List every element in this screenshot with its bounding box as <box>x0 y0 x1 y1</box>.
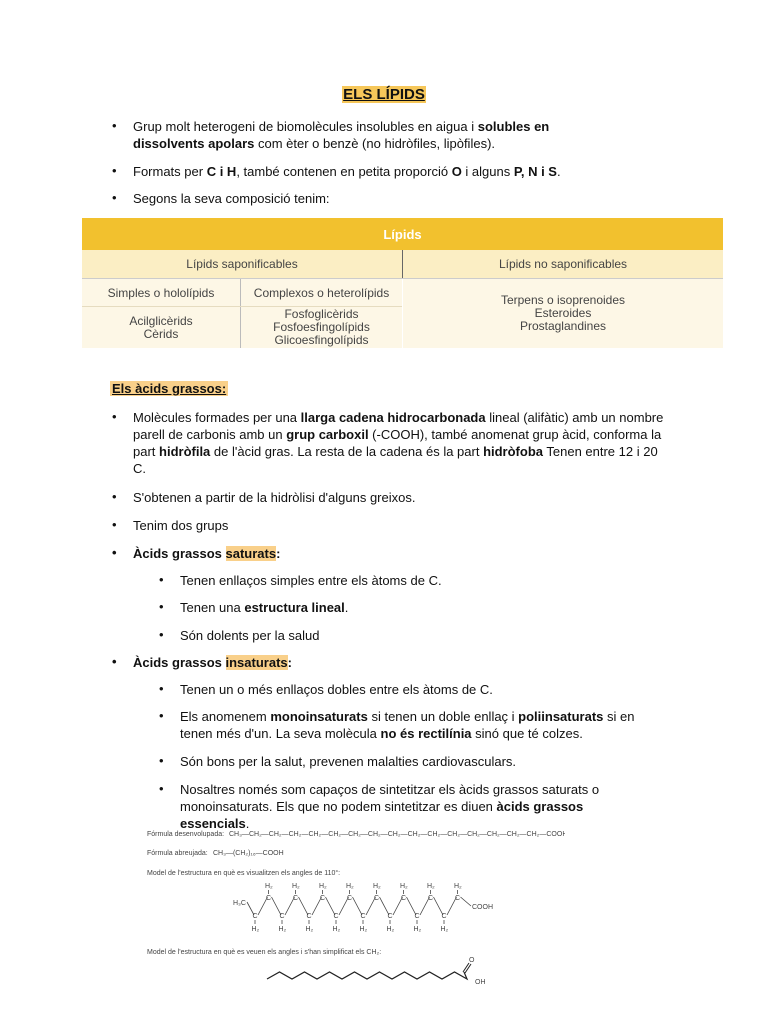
bullet-dot: • <box>159 572 164 587</box>
fatty-acid-structure-figure <box>145 826 565 991</box>
carbon-atom: C <box>347 895 353 902</box>
sub-simples: Simples o hololípids <box>82 279 240 306</box>
page-title: ELS LÍPIDS <box>343 86 425 103</box>
fa-unsaturated-heading: Àcids grassos insaturats: <box>133 655 292 670</box>
methyl-label: H₃C <box>233 900 246 907</box>
fa-saturated-heading: Àcids grassos saturats: <box>133 546 281 561</box>
carbon-atom: C <box>360 913 366 920</box>
insat-item-1: Tenen un o més enllaços dobles entre els àtoms de C. <box>180 682 493 697</box>
bullet-dot: • <box>159 753 164 768</box>
insat-item-2: Els anomenem monoinsaturats si tenen un doble enllaç i poliinsaturats si en tenen més d'un. La seva molècula no és rectilínia sinó que té colzes. <box>180 709 635 741</box>
carbon-atom: C <box>293 895 299 902</box>
hydrogen-label: H₂ <box>278 926 287 933</box>
hydrogen-label: H₂ <box>373 883 381 890</box>
hydrogen-label: H₂ <box>359 926 368 933</box>
bullet-dot: • <box>112 654 117 669</box>
carbon-atom: C <box>266 895 272 902</box>
intro-bullet-3: Segons la seva composició tenim: <box>133 191 330 206</box>
sat-item-3: Són dolents per la salud <box>180 628 320 643</box>
zigzag-structure <box>233 883 493 933</box>
hydrogen-label: H₂ <box>319 883 327 890</box>
divider <box>240 279 241 348</box>
fa-bullet-2: S'obtenen a partir de la hidròlisi d'alguns greixos. <box>133 490 416 505</box>
carbon-atom: C <box>441 913 447 920</box>
bullet-dot: • <box>112 517 117 532</box>
col-no-saponificables: Lípids no saponificables <box>403 250 723 278</box>
bullet-dot: • <box>112 118 117 133</box>
bullet-dot: • <box>112 163 117 178</box>
bullet-dot: • <box>112 489 117 504</box>
sat-item-1: Tenen enllaços simples entre els àtoms de C. <box>180 573 442 588</box>
hydrogen-label: H₂ <box>427 883 435 890</box>
hydrogen-label: H₂ <box>265 883 273 890</box>
section-title: Els àcids grassos: <box>112 381 227 396</box>
table-header: Lípids <box>82 218 723 250</box>
formula-label-2: Fórmula abreujada: <box>147 850 208 857</box>
lipid-classification-table <box>82 218 723 348</box>
bullet-dot: • <box>159 599 164 614</box>
formula-2: CH₃—(CH₂)₁₆—COOH <box>213 850 284 857</box>
bullet-dot: • <box>112 190 117 205</box>
bullet-dot: • <box>159 781 164 796</box>
carbon-atom: C <box>414 913 420 920</box>
bullet-dot: • <box>159 627 164 642</box>
hydrogen-label: H₂ <box>386 926 395 933</box>
carbon-atom: C <box>279 913 285 920</box>
carbon-atom: C <box>374 895 380 902</box>
carboxyl-label: COOH <box>472 904 493 911</box>
sub-complexos: Complexos o heterolípids <box>241 279 402 306</box>
hydrogen-label: H₂ <box>413 926 422 933</box>
carbon-atom: C <box>320 895 326 902</box>
complex-items: Fosfoglicèrids Fosfoesfingolípids Glicoesfingolípids <box>241 307 402 348</box>
fa-bullet-1: Molècules formades per una llarga cadena hidrocarbonada lineal (alifàtic) amb un nombre parell de carbonis amb un grup carboxil (-COOH), també anomenat grup àcid, conforma la part hidròfila de l'àcid gras. La resta de la cadena és la part hidròfoba Tenen entre 12 i 20 C. <box>133 410 664 476</box>
carbon-atom: C <box>333 913 339 920</box>
bond <box>461 897 472 906</box>
hydrogen-label: H₂ <box>292 883 300 890</box>
model-label-2: Model de l'estructura en què es veuen els angles i s'han simplificat els CH₂: <box>147 949 382 956</box>
intro-bullet-2: Formats per C i H, també contenen en petita proporció O i alguns P, N i S. <box>133 164 561 179</box>
model-label-1: Model de l'estructura en què es visualitzen els angles de 110°: <box>147 870 341 877</box>
carbon-atom: C <box>252 913 258 920</box>
col-saponificables: Lípids saponificables <box>82 250 402 278</box>
divider <box>82 306 402 307</box>
fa-bullet-3: Tenim dos grups <box>133 518 229 533</box>
hydrogen-label: H₂ <box>332 926 341 933</box>
carbon-atom: C <box>428 895 434 902</box>
sat-item-2: Tenen una estructura lineal. <box>180 600 349 615</box>
formula-label-1: Fórmula desenvolupada: <box>147 831 225 838</box>
hydrogen-label: H₂ <box>400 883 408 890</box>
insat-item-4: Nosaltres només som capaços de sintetitzar els àcids grassos saturats o monoinsaturats. Els que no podem sintetitzar es diuen àcids grassos essencials. <box>180 782 600 831</box>
carbon-atom: C <box>401 895 407 902</box>
hydrogen-label: H₂ <box>251 926 260 933</box>
divider <box>402 250 403 278</box>
bullet-dot: • <box>112 409 117 424</box>
carbon-atom: C <box>306 913 312 920</box>
hydrogen-label: H₂ <box>440 926 449 933</box>
bullet-dot: • <box>159 708 164 723</box>
hydroxyl-label: OH <box>475 979 486 986</box>
bullet-dot: • <box>112 545 117 560</box>
hydrogen-label: H₂ <box>305 926 314 933</box>
hydrogen-label: H₂ <box>454 883 462 890</box>
intro-bullet-1: Grup molt heterogeni de biomolècules insolubles en aigua i solubles en dissolvents apolars com èter o benzè (no hidròfiles, lipòfiles). <box>133 119 550 151</box>
carbon-atom: C <box>455 895 461 902</box>
nonsap-items: Terpens o isoprenoides Esteroides Prostaglandines <box>403 279 723 348</box>
skeletal-chain <box>267 972 467 979</box>
bullet-dot: • <box>159 681 164 696</box>
hydrogen-label: H₂ <box>346 883 354 890</box>
insat-item-3: Són bons per la salut, prevenen malalties cardiovasculars. <box>180 754 517 769</box>
carbon-atom: C <box>387 913 393 920</box>
oxygen-label: O <box>469 957 475 964</box>
formula-1: CH₃—CH₂—CH₂—CH₂—CH₂—CH₂—CH₂—CH₂—CH₂—CH₂—CH₂—CH₂—CH₂—CH₂—CH₂—CH₂—COOH <box>229 831 565 838</box>
divider <box>82 278 723 279</box>
simple-items: Acilglicèrids Cèrids <box>82 307 240 348</box>
